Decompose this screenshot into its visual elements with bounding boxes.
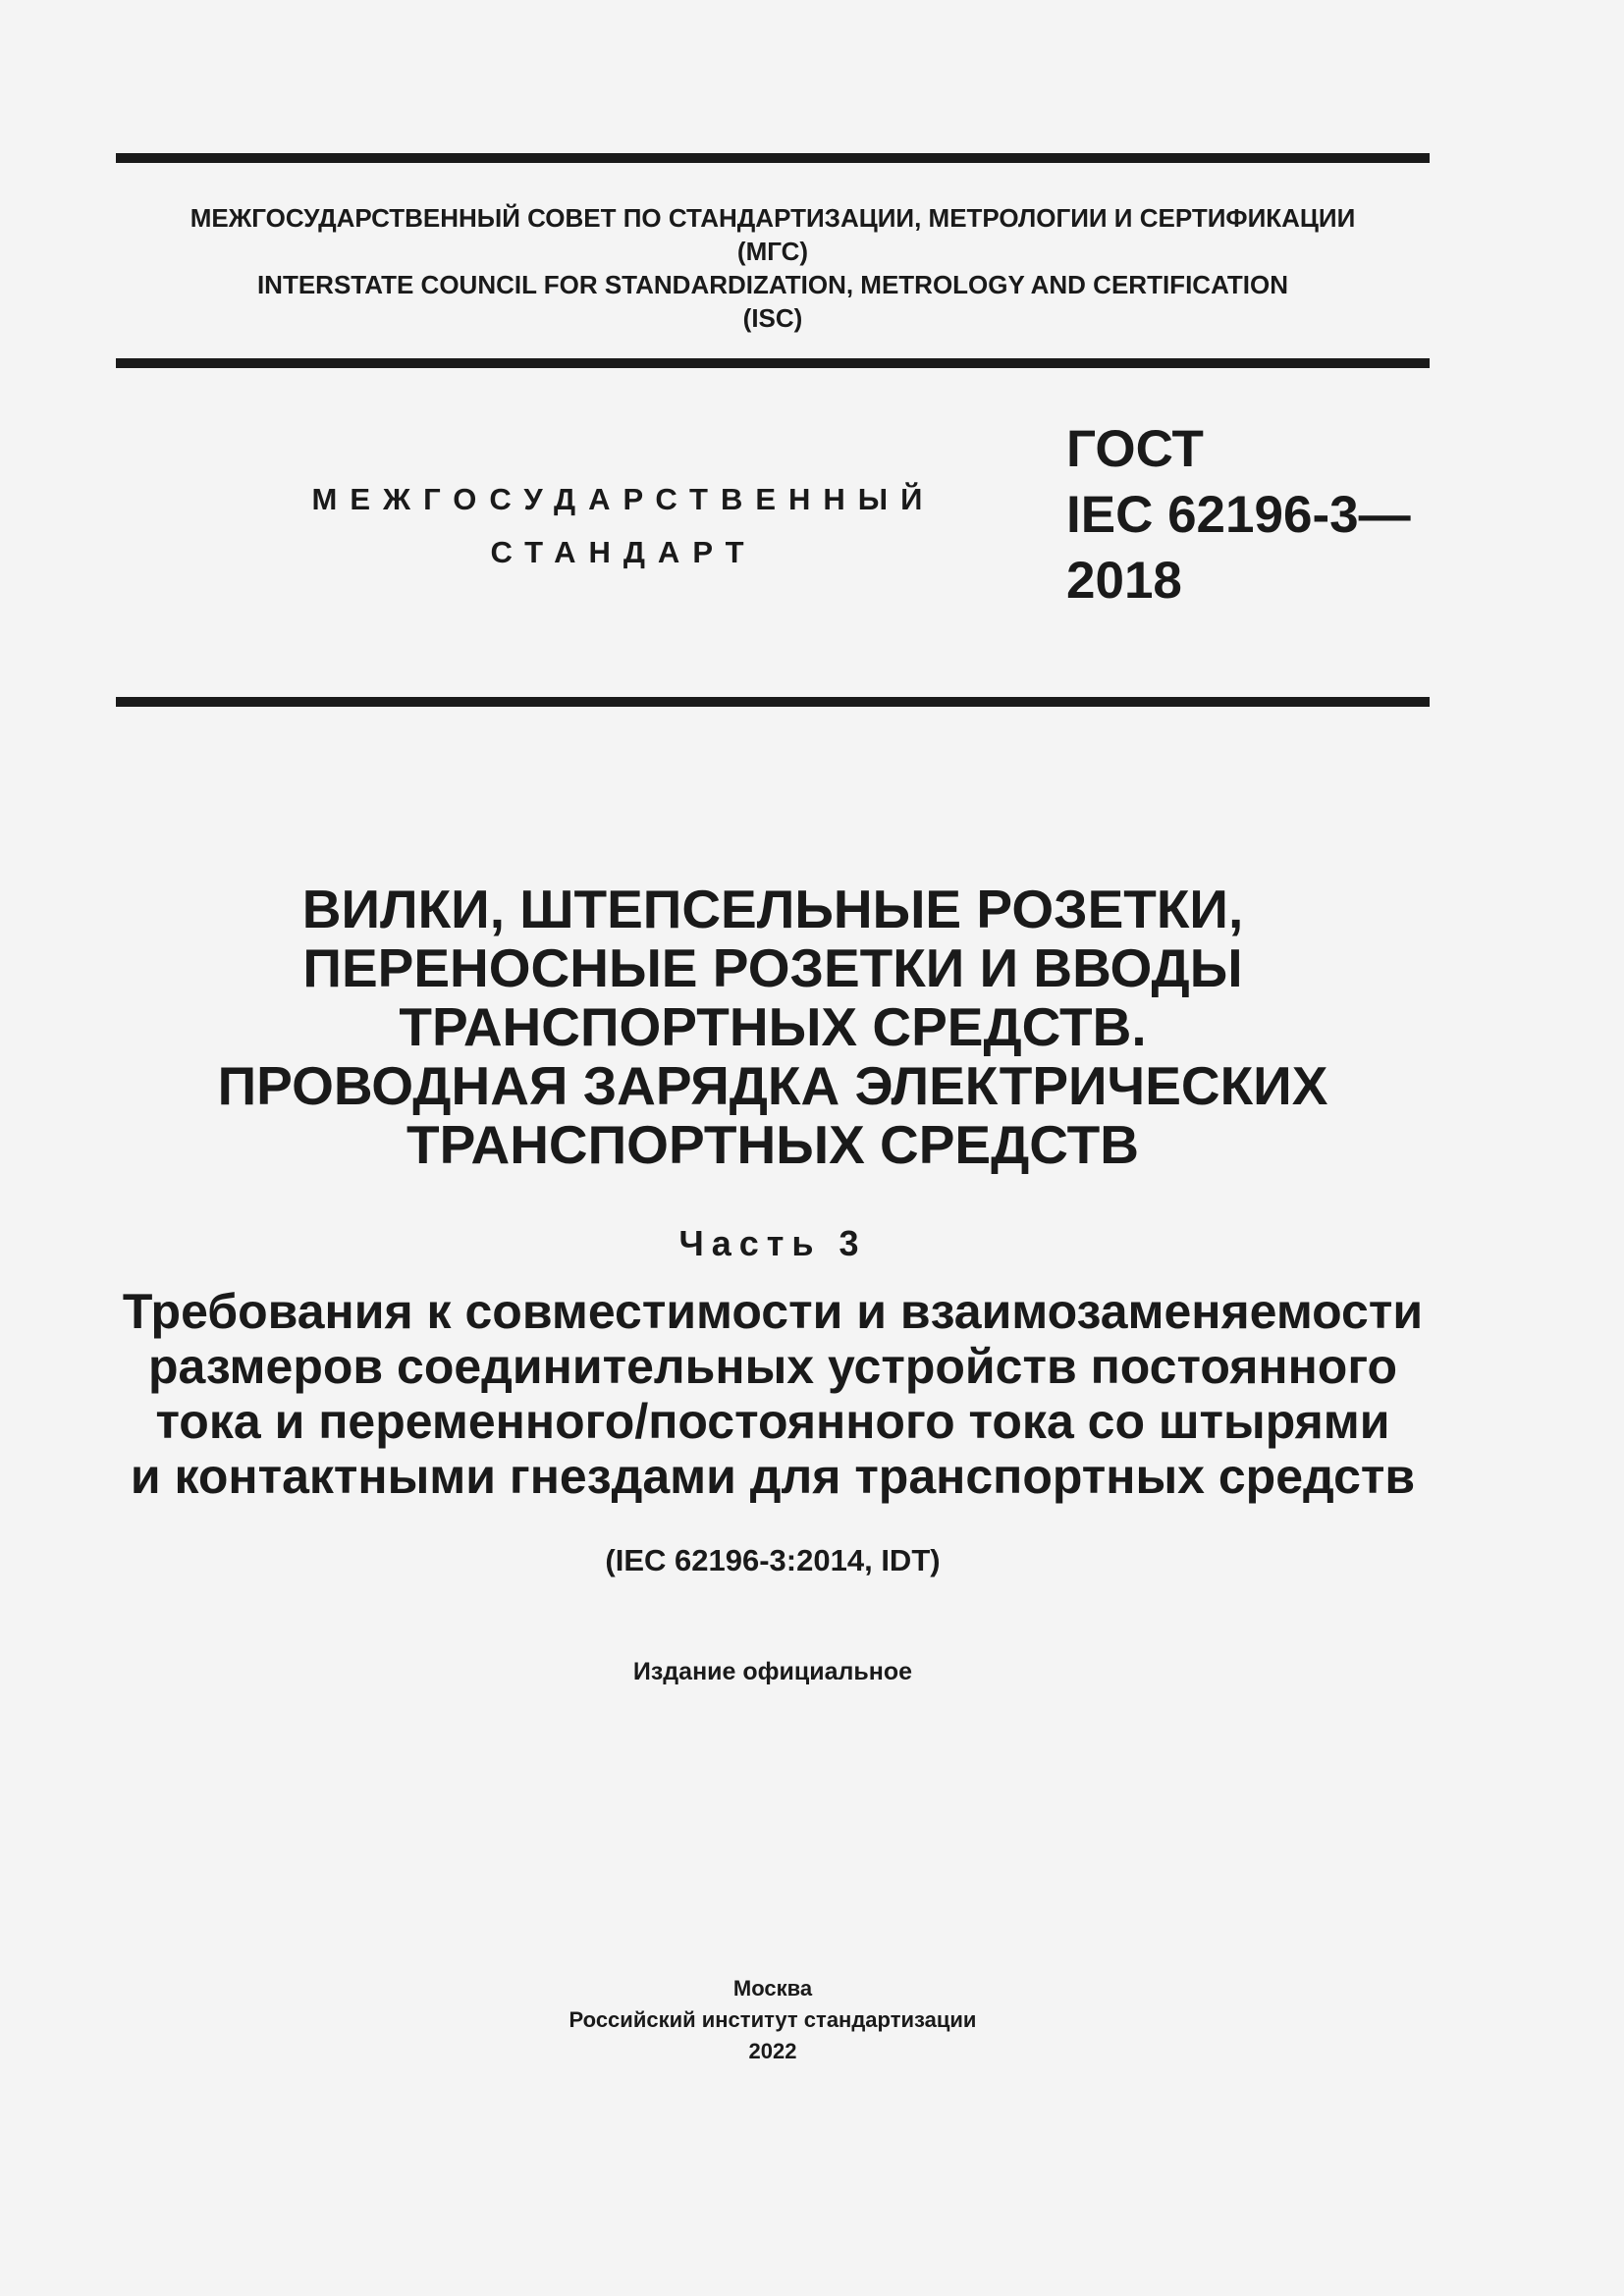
edition-note: Издание официальное [632, 1658, 913, 1685]
document-subtitle [116, 1284, 1430, 1504]
designation-line-2: IEC 62196-3— [1066, 486, 1411, 544]
title-line: ВИЛКИ, ШТЕПСЕЛЬНЫЕ РОЗЕТКИ, [301, 879, 1244, 939]
council-abbr-en: (ISC) [742, 303, 803, 333]
title-line: ПРОВОДНАЯ ЗАРЯДКА ЭЛЕКТРИЧЕСКИХ [217, 1055, 1328, 1116]
imprint [116, 1973, 1430, 2067]
subtitle-line: и контактными гнездами для транспортных средств [130, 1449, 1416, 1504]
header-bottom-rule [116, 358, 1430, 368]
subtitle-line: размеров соединительных устройств постоянного [147, 1339, 1398, 1394]
council-name-en: INTERSTATE COUNCIL FOR STANDARDIZATION, METROLOGY AND CERTIFICATION [256, 270, 1289, 299]
top-rule [116, 153, 1430, 163]
iec-reference: (IEC 62196-3:2014, IDT) [605, 1543, 941, 1577]
part-number: Часть 3 [678, 1223, 867, 1263]
standard-kind-line-2: СТАНДАРТ [490, 535, 757, 569]
subtitle-line: Требования к совместимости и взаимозаменяемости [122, 1284, 1424, 1339]
imprint-city: Москва [732, 1976, 813, 2001]
council-header [116, 201, 1430, 335]
standard-kind-line-1: МЕЖГОСУДАРСТВЕННЫЙ [311, 482, 936, 516]
title-line: ПЕРЕНОСНЫЕ РОЗЕТКИ И ВВОДЫ [302, 937, 1243, 998]
title-line: ТРАНСПОРТНЫХ СРЕДСТВ. [399, 996, 1147, 1057]
standard-kind [265, 473, 982, 579]
title-line: ТРАНСПОРТНЫХ СРЕДСТВ [406, 1114, 1139, 1175]
council-name-ru: МЕЖГОСУДАРСТВЕННЫЙ СОВЕТ ПО СТАНДАРТИЗАЦИИ, МЕТРОЛОГИИ И СЕРТИФИКАЦИИ [189, 203, 1356, 233]
council-abbr-ru: (МГС) [736, 237, 809, 266]
designation-line-3: 2018 [1066, 552, 1182, 610]
designation-bottom-rule [116, 697, 1430, 707]
standard-designation [1066, 416, 1411, 614]
subtitle-line: тока и переменного/постоянного тока со штырями [155, 1394, 1390, 1449]
designation-line-1: ГОСТ [1066, 420, 1204, 478]
document-title [116, 880, 1430, 1174]
imprint-publisher: Российский институт стандартизации [568, 2007, 977, 2032]
imprint-year: 2022 [748, 2039, 797, 2063]
